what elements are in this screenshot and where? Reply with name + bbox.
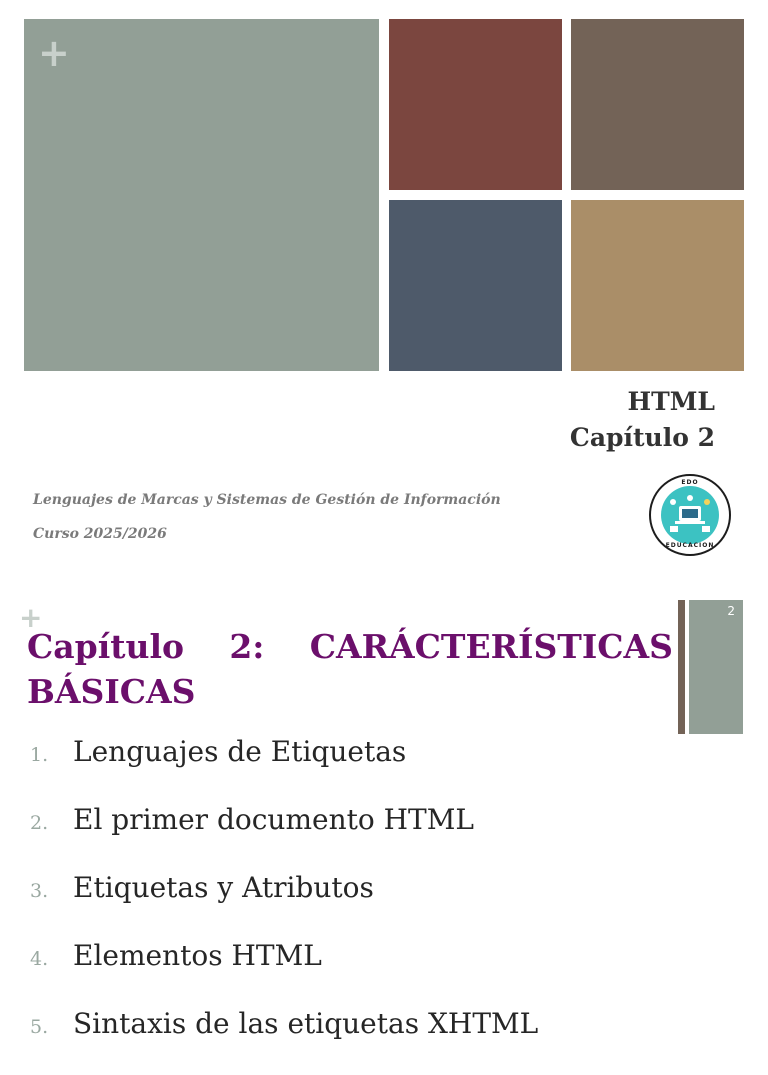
red-tile <box>389 19 562 190</box>
page-number-tile <box>689 600 743 734</box>
list-item <box>30 803 538 871</box>
list-item <box>30 871 538 939</box>
brown-tile <box>571 19 744 190</box>
list-item <box>30 735 538 803</box>
item-text: Lenguajes de Etiquetas <box>73 735 407 768</box>
item-number: 1. <box>30 744 49 766</box>
edo-logo <box>649 474 731 556</box>
item-number: 4. <box>30 948 49 970</box>
item-text: Elementos HTML <box>73 939 322 972</box>
chapter-heading: Capítulo 2: CARÁCTERÍSTICAS BÁSICAS <box>27 627 673 711</box>
slide-title <box>570 384 715 456</box>
item-number: 3. <box>30 880 49 902</box>
subtitle-course-year: Curso 2025/2026 <box>33 526 167 542</box>
item-text: Sintaxis de las etiquetas XHTML <box>73 1007 539 1040</box>
education-icon <box>661 486 719 544</box>
item-number: 2. <box>30 812 49 834</box>
topics-list <box>30 735 538 1075</box>
title-line-1: HTML <box>627 387 715 416</box>
accent-bar <box>678 600 685 734</box>
logo-top-text: EDO <box>681 479 699 486</box>
item-number: 5. <box>30 1016 49 1038</box>
title-line-2: Capítulo 2 <box>569 423 715 452</box>
page-number: 2 <box>727 604 735 618</box>
plus-icon: + <box>38 31 70 75</box>
slate-tile <box>389 200 562 371</box>
tan-tile <box>571 200 744 371</box>
contents-slide <box>0 568 768 1040</box>
list-item <box>30 939 538 1007</box>
logo-bottom-text: EDUCACION <box>665 542 715 549</box>
item-text: Etiquetas y Atributos <box>73 871 374 904</box>
subtitle-course-name: Lenguajes de Marcas y Sistemas de Gestión de Información <box>33 492 501 508</box>
large-green-tile <box>24 19 379 371</box>
list-item <box>30 1007 538 1075</box>
plus-icon: + <box>19 601 43 634</box>
item-text: El primer documento HTML <box>73 803 474 836</box>
logo-badge <box>661 486 719 544</box>
